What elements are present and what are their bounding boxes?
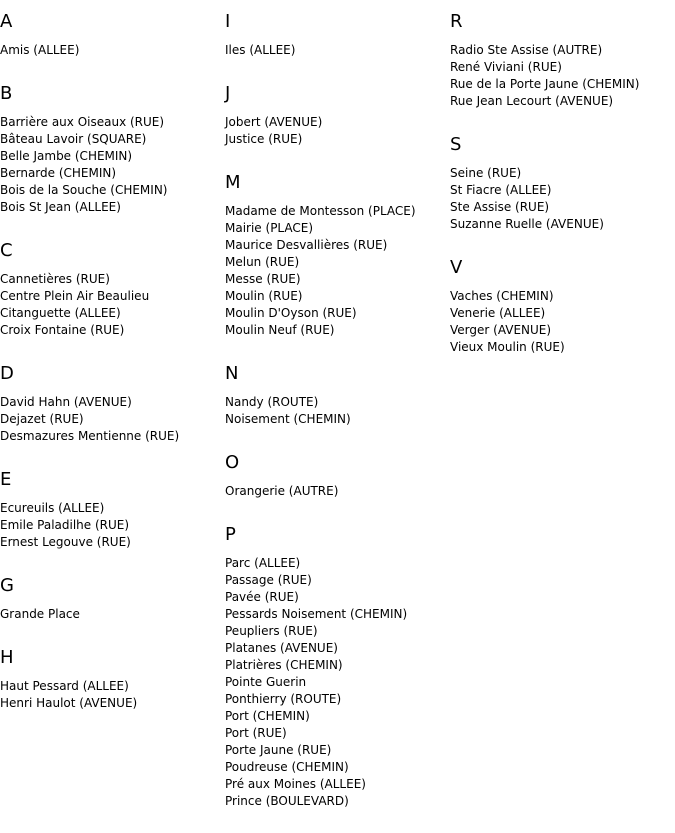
street-list <box>450 288 670 356</box>
letter-group-d <box>0 362 220 445</box>
street-link[interactable]: Cannetières (RUE) <box>0 272 110 286</box>
letter-heading: H <box>0 647 14 668</box>
street-link[interactable]: Emile Paladilhe (RUE) <box>0 518 130 532</box>
street-link[interactable]: Pavée (RUE) <box>225 590 299 604</box>
street-link[interactable]: Suzanne Ruelle (AVENUE) <box>450 217 604 231</box>
street-link[interactable]: Bois St Jean (ALLEE) <box>0 200 121 214</box>
street-link[interactable]: Mairie (PLACE) <box>225 221 314 235</box>
street-link[interactable]: Port (RUE) <box>225 726 287 740</box>
street-list <box>0 678 220 712</box>
street-link[interactable]: Platrières (CHEMIN) <box>225 658 343 672</box>
street-link[interactable]: Ecureuils (ALLEE) <box>0 501 105 515</box>
letter-heading: V <box>450 257 463 278</box>
street-list <box>225 114 445 148</box>
street-list <box>0 271 220 339</box>
letter-group-j <box>225 82 445 148</box>
street-link[interactable]: Seine (RUE) <box>450 166 522 180</box>
street-link[interactable]: Melun (RUE) <box>225 255 300 269</box>
letter-group-i <box>225 10 445 59</box>
letter-heading: A <box>0 11 13 32</box>
street-list <box>450 165 670 233</box>
letter-group-c <box>0 239 220 339</box>
street-link[interactable]: Platanes (AVENUE) <box>225 641 338 655</box>
street-link[interactable]: Vieux Moulin (RUE) <box>450 340 565 354</box>
letter-heading: G <box>0 575 14 596</box>
street-link[interactable]: Pré aux Moines (ALLEE) <box>225 777 366 791</box>
index-column-2 <box>225 10 445 833</box>
street-link[interactable]: Bois de la Souche (CHEMIN) <box>0 183 168 197</box>
street-list <box>225 483 445 500</box>
street-link[interactable]: Grande Place <box>0 607 80 621</box>
letter-group-h <box>0 646 220 712</box>
street-link[interactable]: Amis (ALLEE) <box>0 43 80 57</box>
street-link[interactable]: Rue Jean Lecourt (AVENUE) <box>450 94 614 108</box>
street-list <box>225 555 445 810</box>
street-link[interactable]: Noisement (CHEMIN) <box>225 412 351 426</box>
street-link[interactable]: Nandy (ROUTE) <box>225 395 319 409</box>
letter-group-e <box>0 468 220 551</box>
street-link[interactable]: Ernest Legouve (RUE) <box>0 535 131 549</box>
street-link[interactable]: Jobert (AVENUE) <box>225 115 323 129</box>
letter-heading: S <box>450 134 462 155</box>
letter-heading: J <box>225 83 231 104</box>
street-link[interactable]: Port (CHEMIN) <box>225 709 310 723</box>
street-link[interactable]: Madame de Montesson (PLACE) <box>225 204 416 218</box>
letter-group-m <box>225 171 445 339</box>
street-link[interactable]: Parc (ALLEE) <box>225 556 301 570</box>
street-list <box>0 606 220 623</box>
street-link[interactable]: Justice (RUE) <box>225 132 303 146</box>
letter-heading: C <box>0 240 13 261</box>
street-link[interactable]: Moulin (RUE) <box>225 289 303 303</box>
index-column-3 <box>450 10 670 379</box>
letter-heading: I <box>225 11 231 32</box>
street-link[interactable]: René Viviani (RUE) <box>450 60 562 74</box>
street-link[interactable]: Bâteau Lavoir (SQUARE) <box>0 132 147 146</box>
letter-heading: R <box>450 11 463 32</box>
street-list <box>225 42 445 59</box>
street-link[interactable]: Ponthierry (ROUTE) <box>225 692 342 706</box>
street-link[interactable]: Messe (RUE) <box>225 272 301 286</box>
street-link[interactable]: Bernarde (CHEMIN) <box>0 166 117 180</box>
street-link[interactable]: Passage (RUE) <box>225 573 312 587</box>
street-link[interactable]: Croix Fontaine (RUE) <box>0 323 125 337</box>
street-link[interactable]: Centre Plein Air Beaulieu <box>0 289 150 303</box>
letter-heading: E <box>0 469 12 490</box>
street-link[interactable]: Venerie (ALLEE) <box>450 306 546 320</box>
street-list <box>0 42 220 59</box>
street-link[interactable]: Desmazures Mentienne (RUE) <box>0 429 180 443</box>
street-link[interactable]: Pointe Guerin <box>225 675 307 689</box>
letter-heading: B <box>0 83 13 104</box>
letter-group-r <box>450 10 670 110</box>
letter-group-b <box>0 82 220 216</box>
street-link[interactable]: Citanguette (ALLEE) <box>0 306 121 320</box>
street-link[interactable]: Radio Ste Assise (AUTRE) <box>450 43 603 57</box>
letter-heading: O <box>225 452 240 473</box>
street-link[interactable]: Peupliers (RUE) <box>225 624 318 638</box>
street-link[interactable]: Porte Jaune (RUE) <box>225 743 332 757</box>
street-list <box>225 203 445 339</box>
street-list <box>450 42 670 110</box>
street-link[interactable]: Prince (BOULEVARD) <box>225 794 349 808</box>
street-link[interactable]: Ste Assise (RUE) <box>450 200 550 214</box>
letter-group-g <box>0 574 220 623</box>
street-list <box>0 500 220 551</box>
street-link[interactable]: St Fiacre (ALLEE) <box>450 183 552 197</box>
street-link[interactable]: Pessards Noisement (CHEMIN) <box>225 607 408 621</box>
letter-group-a <box>0 10 220 59</box>
letter-heading: M <box>225 172 241 193</box>
street-link[interactable]: Maurice Desvallières (RUE) <box>225 238 388 252</box>
letter-heading: N <box>225 363 239 384</box>
street-link[interactable]: Henri Haulot (AVENUE) <box>0 696 138 710</box>
street-link[interactable]: David Hahn (AVENUE) <box>0 395 132 409</box>
street-link[interactable]: Belle Jambe (CHEMIN) <box>0 149 133 163</box>
letter-group-n <box>225 362 445 428</box>
letter-group-p <box>225 523 445 810</box>
street-list <box>0 394 220 445</box>
street-link[interactable]: Poudreuse (CHEMIN) <box>225 760 349 774</box>
street-link[interactable]: Haut Pessard (ALLEE) <box>0 679 129 693</box>
street-link[interactable]: Rue de la Porte Jaune (CHEMIN) <box>450 77 640 91</box>
letter-heading: P <box>225 524 236 545</box>
street-link[interactable]: Moulin Neuf (RUE) <box>225 323 335 337</box>
letter-group-v <box>450 256 670 356</box>
street-link[interactable]: Vaches (CHEMIN) <box>450 289 554 303</box>
street-link[interactable]: Iles (ALLEE) <box>225 43 296 57</box>
street-list <box>225 394 445 428</box>
letter-heading: D <box>0 363 14 384</box>
street-link[interactable]: Barrière aux Oiseaux (RUE) <box>0 115 165 129</box>
letter-group-o <box>225 451 445 500</box>
street-link[interactable]: Orangerie (AUTRE) <box>225 484 339 498</box>
street-link[interactable]: Verger (AVENUE) <box>450 323 552 337</box>
street-list <box>0 114 220 216</box>
street-link[interactable]: Dejazet (RUE) <box>0 412 84 426</box>
letter-group-s <box>450 133 670 233</box>
street-link[interactable]: Moulin D'Oyson (RUE) <box>225 306 357 320</box>
index-column-1 <box>0 10 220 735</box>
